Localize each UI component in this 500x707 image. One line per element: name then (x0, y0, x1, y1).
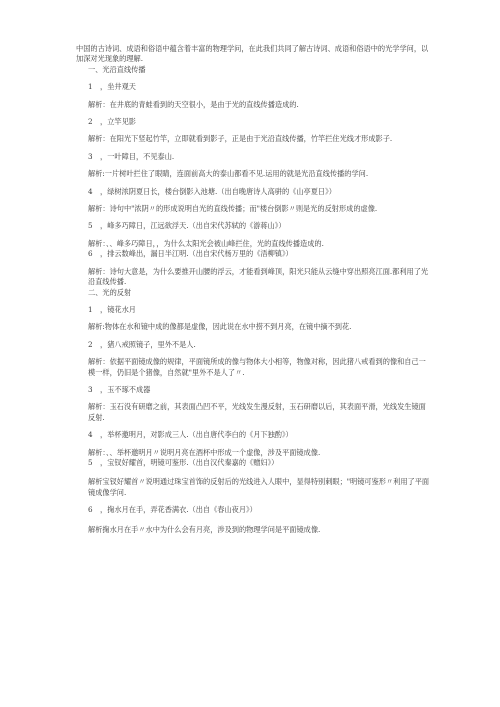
s1-explanation-2: 解析：在阳光下竖起竹竿，立即就看到影子，正是由于光沿直线传播，竹竿拦住光线才形成影子. (88, 134, 393, 144)
s2-explanation-1: 解析:物体在水和镜中成的像都是虚像，因此说在水中捞不到月亮，在镜中摘不到花. (88, 322, 352, 332)
s2-item-4 (76, 430, 432, 440)
item-number: 6 (88, 505, 93, 515)
item-title: ，一叶障目，不见泰山. (100, 151, 175, 161)
s1-item-5 (76, 221, 432, 231)
s2-item-3 (76, 385, 432, 395)
section1-heading: 一、光沿直线传播 (88, 64, 146, 74)
section2-heading: 二、光的反射 (88, 287, 132, 297)
s2-explanation-3: 解析：玉石没有研磨之前，其表面凸凹不平，光线发生漫反射，玉石研磨以后，其表面平滑，光线发生镜面反射. (88, 402, 426, 422)
s2-item-2 (76, 340, 432, 350)
document-page (76, 44, 432, 535)
s1-item-1 (76, 82, 432, 92)
item-title: ，宝钗好耀首，明镜可鉴形.（出自汉代秦嘉的《赠妇》） (100, 457, 279, 467)
item-title: ，峰多巧障日，江远欲浮天.（出自宋代苏轼的《游蒋山》） (100, 221, 286, 231)
s1-item-3 (76, 152, 432, 162)
s2-item-1 (76, 305, 432, 315)
s1-explanation-1: 解析：在井底的青蛙看到的天空很小，是由于光的直线传播造成的. (88, 99, 299, 109)
s1-explanation-4: 解析：诗句中"浓阴〃的形成说明自光的直线传播；而"楼台倒影〃则是光的反射形成的虚像. (88, 204, 378, 214)
item-number: 4 (88, 430, 93, 440)
s2-explanation-4: 解析：、、举杯邀明月〃说明月亮在酒杯中形成一个虚像，涉及平面镜成像. (88, 447, 321, 457)
s2-explanation-5: 解析宝钗好耀首〃说明通过珠宝首饰的反射后的光线进入人眼中，显得特别刺眼；"明镜可鉴形〃利用了平面镜成像学问. (88, 477, 430, 497)
item-number: 4 (88, 186, 93, 196)
item-number: 1 (88, 82, 93, 92)
s1-item-2 (76, 117, 432, 127)
item-number: 6 (88, 249, 93, 259)
item-number: 3 (88, 151, 93, 161)
s1-item-6 (76, 249, 432, 259)
s2-explanation-2: 解析：依据平面镜成像的规律，平面镜所成的像与物体大小相等，物像对称，因此猪八戒看到的像和自己一模一样，仍旧是个猪像，自然就"里外不是人了〃. (88, 357, 426, 377)
item-title: ，掬水月在手，弄花香满衣.（出自《春山夜月》） (100, 505, 257, 515)
item-title: ，坐井观天 (100, 82, 136, 92)
item-title: ，举杯邀明月，对影成三人.（出自唐代李白的《月下独酌》） (100, 430, 293, 440)
s1-explanation-3: 解析:一片树叶拦住了眼睛，连面前高大的泰山都看不见.运用的就是光沿直线传播的学问. (88, 169, 369, 179)
s1-item-4 (76, 187, 432, 197)
intro-paragraph: 中国的古诗词、成语和俗语中蕴含着丰富的物理学问，在此我们共同了解古诗词、成语和俗语中的光学学问，以加深对光现象的理解. (76, 44, 429, 64)
item-number: 3 (88, 384, 93, 394)
item-title: ，猪八戒照镜子，里外不是人. (100, 339, 196, 349)
item-number: 5 (88, 457, 93, 467)
item-title: ，排云数峰出，漏日半江明.（出自宋代杨万里的《浯柳镇》） (100, 249, 293, 259)
s2-item-5 (76, 458, 432, 468)
item-number: 1 (88, 304, 93, 314)
item-title: ，镜花水月 (100, 304, 136, 314)
s1-explanation-5: 解析：、、峰多巧障日，，为什么太阳光会被山峰拦住，光的直线传播造成的. (88, 238, 324, 248)
item-number: 2 (88, 339, 93, 349)
item-number: 5 (88, 221, 93, 231)
item-title: ，绿树浓阴夏日长，楼台倒影入池塘.（出自晚唐诗人高骈的《山亭夏日》） (100, 186, 336, 196)
s2-explanation-6: 解析掬水月在手〃水中为什么会有月亮，涉及到的物理学问是平面镜成像. (88, 524, 321, 534)
item-title: ，玉不琢不成器 (100, 384, 151, 394)
item-title: ，立竿见影 (100, 117, 136, 127)
s1-explanation-6: 解析：诗句大意是，为什么要推开山腰的浮云，才能看到峰顶，阳光只能从云缝中穿出照亮江面.都利用了光沿直线传播. (88, 266, 429, 287)
item-number: 2 (88, 117, 93, 127)
s2-item-6 (76, 505, 432, 515)
